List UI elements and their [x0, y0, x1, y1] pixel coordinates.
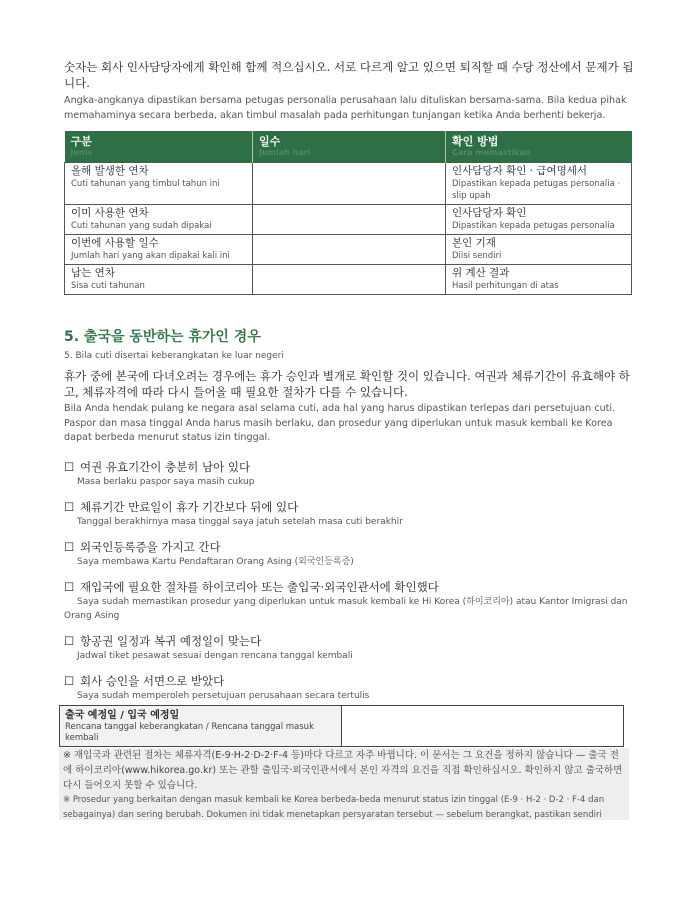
- checklist-item: [64, 539, 634, 569]
- leave-days-table: [64, 131, 632, 295]
- row-category-ko: 남는 연차: [71, 267, 115, 279]
- checklist-item-row: [64, 673, 634, 689]
- row-method-id: Diisi sendiri: [452, 251, 502, 261]
- travel-dates-field[interactable]: [342, 706, 623, 746]
- checklist-item-id: Tanggal berakhirnya masa tinggal saya jatuh setelah masa cuti berakhir: [77, 517, 403, 527]
- checkbox[interactable]: ☐: [64, 500, 75, 514]
- checkbox[interactable]: ☐: [64, 460, 75, 474]
- row-category-id: Cuti tahunan yang sudah dipakai: [71, 221, 212, 231]
- travel-dates-label: [60, 706, 342, 746]
- header-method-id: Cara memastikan: [452, 148, 531, 157]
- row-category-ko: 이미 사용한 연차: [71, 207, 149, 219]
- header-category-ko: 구분: [70, 135, 92, 148]
- reentry-note-id: ※ Prosedur yang berkaitan dengan masuk kembali ke Korea berbeda-beda menurut status izin tinggal (E-9 · H-2 · D-2 · F-4 dan sebagainya) dan sering berubah. Dokumen ini tidak menetapkan persyaratan tersebut — sebelum berangkat, pastikan sendiri: [63, 795, 605, 820]
- row-category-id: Cuti tahunan yang timbul tahun ini: [71, 179, 220, 189]
- travel-dates-label-ko: 출국 예정일 / 입국 예정일: [65, 710, 180, 721]
- checklist-item-row: [64, 579, 634, 595]
- checklist-item-id: Saya sudah memperoleh persetujuan perusahaan secara tertulis: [77, 691, 370, 701]
- row-method-id: Dipastikan kepada petugas personalia · slip upah: [452, 179, 621, 201]
- row-method-id: Hasil perhitungan di atas: [452, 281, 559, 291]
- travel-dates-box: [59, 705, 624, 747]
- row-method-id: Dipastikan kepada petugas personalia: [452, 221, 615, 231]
- row-category-ko: 올해 발생한 연차: [71, 165, 149, 177]
- checkbox[interactable]: ☐: [64, 580, 75, 594]
- section-lead-id: Bila Anda hendak pulang ke negara asal selama cuti, ada hal yang harus dipastikan terlepas dari persetujuan cuti. Paspor dan masa tinggal Anda harus masih berlaku, dan prosedur yang diperlukan untuk masuk kembali ke Korea dapat berbeda menurut status izin tinggal.: [64, 403, 616, 443]
- reentry-note: [59, 748, 629, 820]
- checklist-item-id: Saya membawa Kartu Pendaftaran Orang Asing (외국인등록증): [77, 557, 354, 567]
- row-category: [65, 235, 253, 265]
- row-method-ko: 인사담당자 확인 · 급여명세서: [452, 165, 588, 177]
- intro-text-ko: 숫자는 회사 인사담당자에게 확인해 함께 적으십시오. 서로 다르게 알고 있으면 퇴직할 때 수당 정산에서 문제가 됩니다.: [64, 60, 634, 90]
- section-5: [64, 328, 634, 446]
- table-row: [65, 163, 632, 205]
- header-category-id: Jenis: [70, 148, 93, 157]
- header-method: [446, 131, 632, 163]
- checklist-item-ko: 재입국에 필요한 절차를 하이코리아 또는 출입국·외국인관서에 확인했다: [80, 580, 439, 594]
- checklist-item-id: Saya sudah memastikan prosedur yang diperlukan untuk masuk kembali ke Hi Korea (하이코리아) atau Kantor Imigrasi dan Orang Asing: [64, 597, 628, 621]
- row-method-ko: 위 계산 결과: [452, 267, 510, 279]
- header-category: [65, 131, 253, 163]
- row-method: [446, 265, 632, 295]
- row-days-field[interactable]: [253, 163, 446, 205]
- row-days-field[interactable]: [253, 205, 446, 235]
- checklist-item-row: [64, 459, 634, 475]
- row-category: [65, 205, 253, 235]
- row-category-ko: 이번에 사용할 일수: [71, 237, 159, 249]
- checklist-item-id: Jadwal tiket pesawat sesuai dengan rencana tanggal kembali: [77, 651, 353, 661]
- checklist-item-ko: 회사 승인을 서면으로 받았다: [80, 674, 225, 688]
- section-subtitle: 5. Bila cuti disertai keberangkatan ke luar negeri: [64, 351, 284, 361]
- checklist-item-ko: 외국인등록증을 가지고 간다: [80, 540, 221, 554]
- checklist-item: [64, 633, 634, 663]
- table-header-row: [65, 131, 632, 163]
- checkbox[interactable]: ☐: [64, 540, 75, 554]
- checklist-item-ko: 체류기간 만료일이 휴가 기간보다 뒤에 있다: [80, 500, 299, 514]
- checklist-item: [64, 673, 634, 703]
- checklist-item: [64, 459, 634, 489]
- checkbox[interactable]: ☐: [64, 634, 75, 648]
- row-method: [446, 163, 632, 205]
- row-method-ko: 본인 기재: [452, 237, 496, 249]
- row-days-field[interactable]: [253, 265, 446, 295]
- reentry-note-ko: ※ 재입국과 관련된 절차는 체류자격(E-9·H-2·D-2·F-4 등)마다 다르고 자주 바뀝니다. 이 문서는 그 요건을 정하지 않습니다 — 출국 전에 하이코리아(www.hikorea.go.kr) 또는 관할 출입국·외국인관서에서 본인 자격의 요건을 직접 확인하십시오. 확인하지 않고 출국하면 다시 들어오지 못할 수 있습니다.: [63, 750, 623, 791]
- table-row: [65, 235, 632, 265]
- row-method-ko: 인사담당자 확인: [452, 207, 527, 219]
- row-category: [65, 265, 253, 295]
- section-title: 5. 출국을 동반하는 휴가인 경우: [64, 329, 261, 345]
- row-category-id: Sisa cuti tahunan: [71, 281, 145, 291]
- travel-dates-label-id: Rencana tanggal keberangkatan / Rencana tanggal masuk kembali: [65, 722, 314, 743]
- checklist-item-row: [64, 539, 634, 555]
- checklist-item-ko: 여권 유효기간이 충분히 남아 있다: [80, 460, 251, 474]
- header-days-id: Jumlah hari: [259, 148, 311, 157]
- section-lead: [64, 368, 634, 446]
- checklist-item-row: [64, 499, 634, 515]
- checklist-item: [64, 499, 634, 529]
- row-method: [446, 205, 632, 235]
- row-days-field[interactable]: [253, 235, 446, 265]
- intro-text-id: Angka-angkanya dipastikan bersama petugas personalia perusahaan lalu dituliskan bersama-sama. Bila kedua pihak memahaminya secara berbeda, akan timbul masalah pada perhitungan tunjangan ketika Anda berhenti bekerja.: [64, 95, 627, 121]
- checklist-item-id: Masa berlaku paspor saya masih cukup: [77, 477, 255, 487]
- section-lead-ko: 휴가 중에 본국에 다녀오려는 경우에는 휴가 승인과 별개로 확인할 것이 있습니다. 여권과 체류기간이 유효해야 하고, 체류자격에 따라 다시 들어올 때 필요한 절차가 다를 수 있습니다.: [64, 369, 630, 399]
- header-days: [253, 131, 446, 163]
- checklist: [64, 459, 634, 713]
- checklist-item: [64, 579, 634, 623]
- table-row: [65, 205, 632, 235]
- intro-block: [64, 59, 634, 123]
- header-method-ko: 확인 방법: [452, 135, 499, 148]
- checklist-item-ko: 항공권 일정과 복귀 예정일이 맞는다: [80, 634, 262, 648]
- table-row: [65, 265, 632, 295]
- checkbox[interactable]: ☐: [64, 674, 75, 688]
- header-days-ko: 일수: [259, 135, 281, 148]
- row-category-id: Jumlah hari yang akan dipakai kali ini: [71, 251, 230, 261]
- row-method: [446, 235, 632, 265]
- checklist-item-row: [64, 633, 634, 649]
- row-category: [65, 163, 253, 205]
